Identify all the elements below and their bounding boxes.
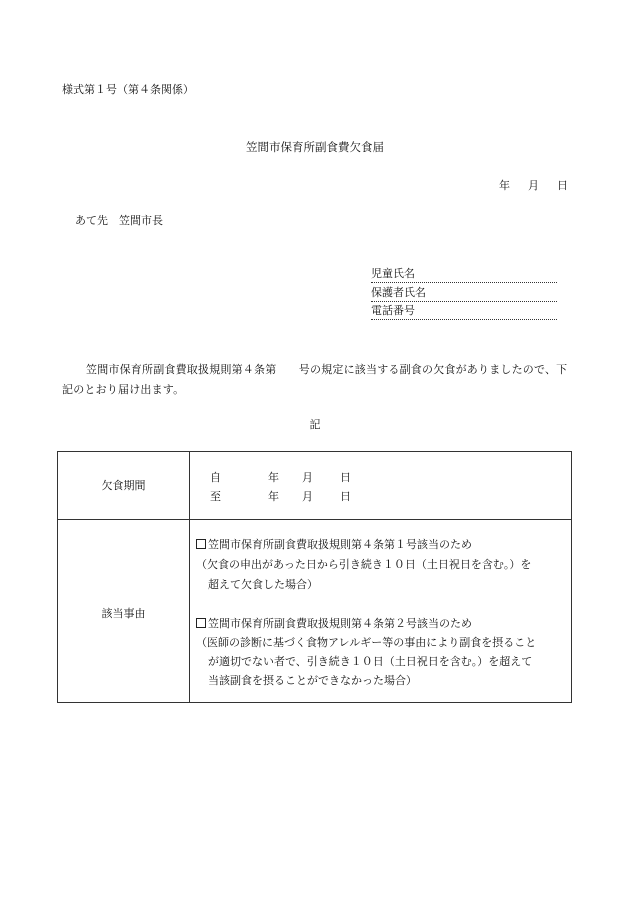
reason1-detail-2: 超えて欠食した場合） <box>208 578 318 591</box>
reason1-option[interactable] <box>196 536 472 552</box>
child-name-label: 児童氏名 <box>371 267 415 280</box>
to-day-label: 日 <box>340 490 351 503</box>
date-line <box>499 177 568 193</box>
date-year: 年 <box>499 179 510 192</box>
reason2-detail-1: （医師の診断に基づく食物アレルギー等の事由により副食を摂ること <box>196 636 537 649</box>
form-number: 様式第１号（第４条関係） <box>62 83 194 96</box>
from-day-label: 日 <box>340 471 351 484</box>
addressee: あて先 笠間市長 <box>75 214 163 227</box>
table-row-divider <box>58 519 571 520</box>
reason1-checkbox[interactable] <box>196 539 206 549</box>
period-label: 欠食期間 <box>101 479 146 492</box>
body-text: 笠間市保育所副食費取扱規則第４条第 号の規定に該当する副食の欠食がありましたので、下記のとおり届け出ます。 <box>62 363 568 396</box>
from-label: 自 <box>210 471 221 484</box>
reason1-detail-1: （欠食の申出があった日から引き続き１０日（土日祝日を含む。）を <box>196 558 532 571</box>
ki-heading: 記 <box>309 418 321 431</box>
reason1-title: 笠間市保育所副食費取扱規則第４条第１号該当のため <box>208 538 472 551</box>
table-column-divider <box>189 452 190 702</box>
to-month-label: 月 <box>302 490 313 503</box>
to-year-label: 年 <box>268 490 279 503</box>
guardian-name-field[interactable] <box>371 286 557 302</box>
date-month: 月 <box>528 179 539 192</box>
reason2-checkbox[interactable] <box>196 618 206 628</box>
to-label: 至 <box>210 490 221 503</box>
reason2-detail-3: 当該副食を摂ることができなかった場合） <box>208 674 417 687</box>
guardian-name-label: 保護者氏名 <box>371 286 426 299</box>
phone-number-field[interactable] <box>371 304 557 320</box>
from-month-label: 月 <box>302 471 313 484</box>
from-year-label: 年 <box>268 471 279 484</box>
reason2-detail-2: が適切でない者で、引き続き１０日（土日祝日を含む。）を超えて <box>208 655 533 668</box>
reason-label: 該当事由 <box>101 607 146 620</box>
reason2-option[interactable] <box>196 615 472 631</box>
document-title: 笠間市保育所副食費欠食届 <box>246 140 384 154</box>
date-day: 日 <box>557 179 568 192</box>
phone-number-label: 電話番号 <box>371 304 415 317</box>
reason2-title: 笠間市保育所副食費取扱規則第４条第２号該当のため <box>208 617 472 630</box>
child-name-field[interactable] <box>371 267 557 283</box>
record-table <box>57 451 572 703</box>
